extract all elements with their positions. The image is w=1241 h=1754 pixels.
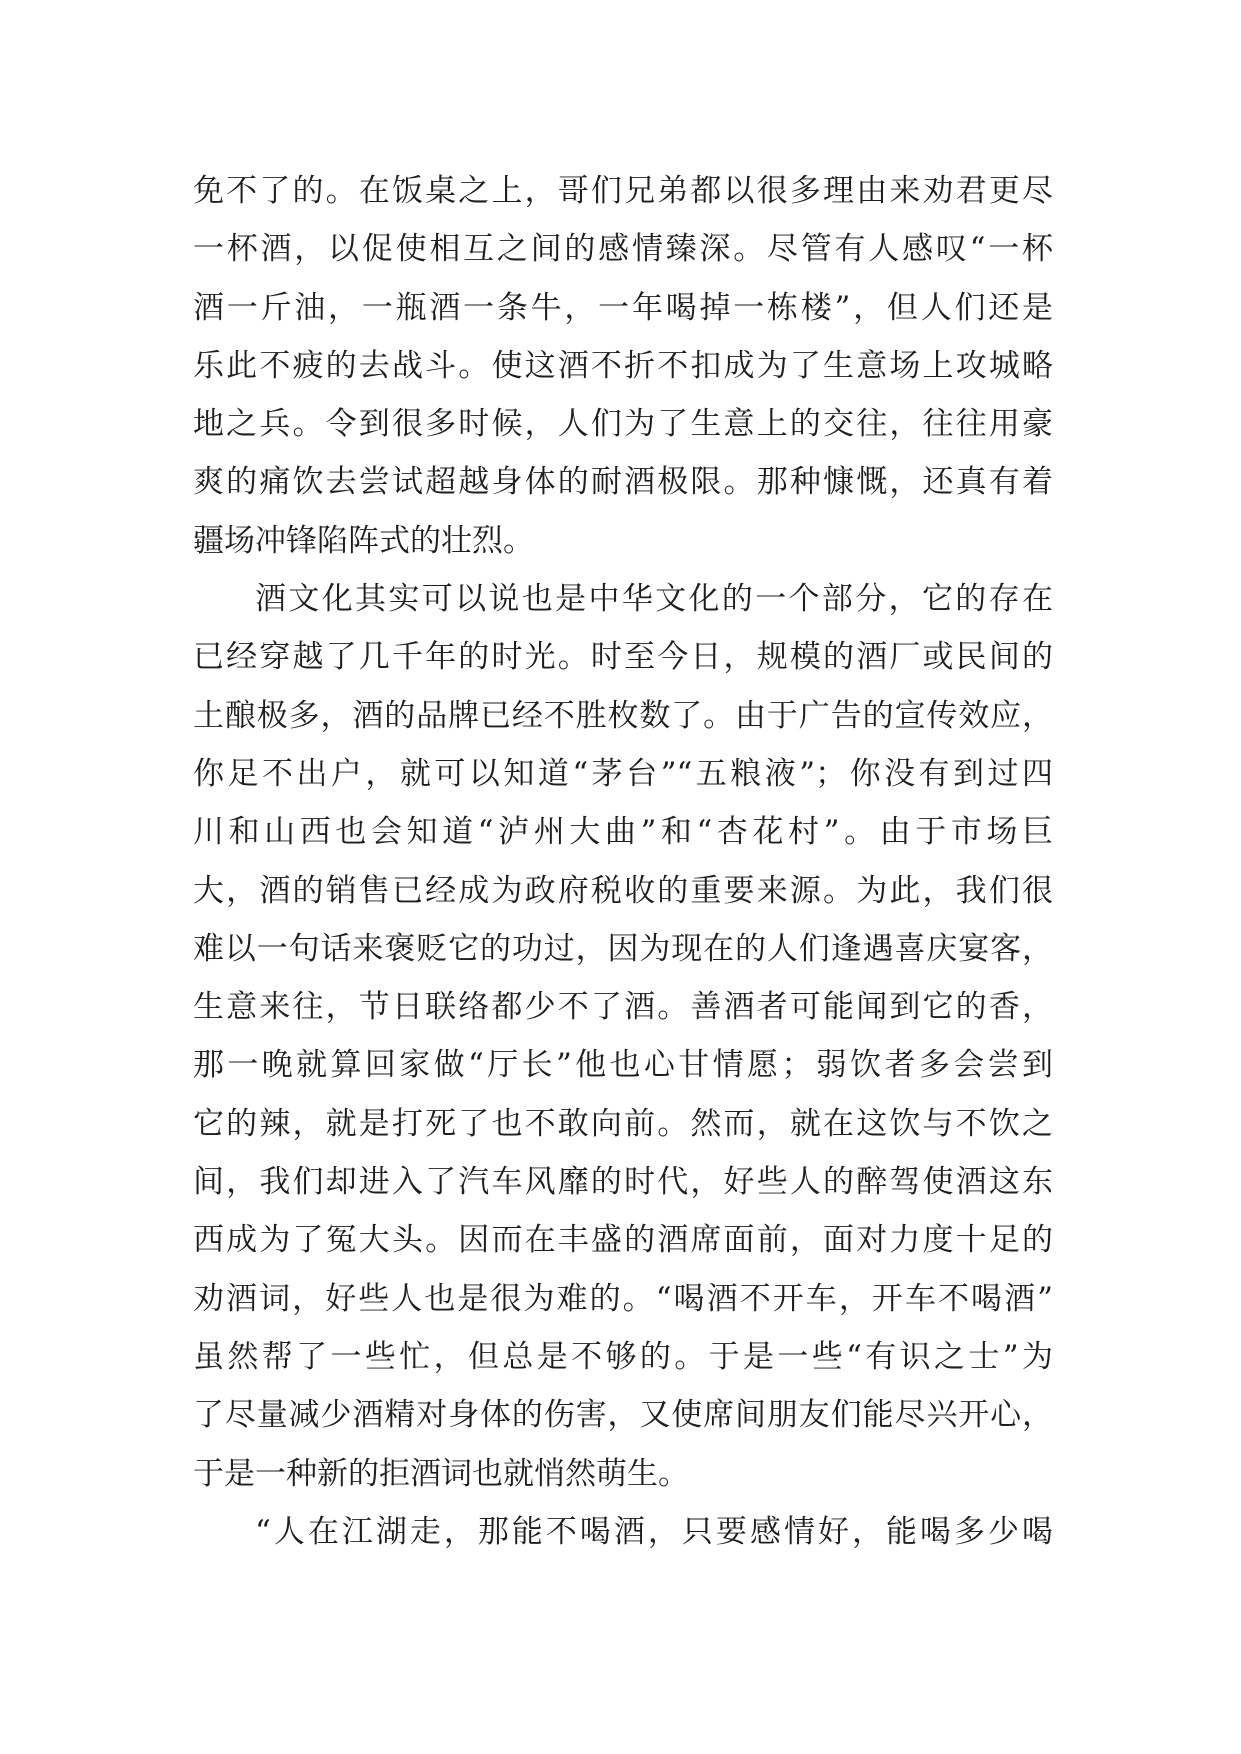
text-line: 那一晚就算回家做“厅长”他也心甘情愿；弱饮者多会尝到 — [193, 1047, 1053, 1084]
text-line: 疆场冲锋陷阵式的壮烈。 — [193, 522, 534, 559]
text-line: 于是一种新的拒酒词也就悄然萌生。 — [193, 1455, 689, 1492]
text-line: 它的辣，就是打死了也不敢向前。然而，就在这饮与不饮之 — [193, 1105, 1053, 1142]
text-line: 了尽量减少酒精对身体的伤害，又使席间朋友们能尽兴开心， — [193, 1397, 1053, 1434]
text-line: 川和山西也会知道“泸州大曲”和“杏花村”。由于市场巨 — [193, 814, 1053, 851]
text-line: 一杯酒，以促使相互之间的感情臻深。尽管有人感叹“一杯 — [193, 231, 1053, 268]
text-line: 酒文化其实可以说也是中华文化的一个部分，它的存在 — [255, 581, 1053, 618]
text-line: 虽然帮了一些忙，但总是不够的。于是一些“有识之士”为 — [193, 1338, 1053, 1375]
text-line: 西成为了冤大头。因而在丰盛的酒席面前，面对力度十足的 — [193, 1222, 1053, 1259]
text-line: 生意来往，节日联络都少不了酒。善酒者可能闻到它的香， — [193, 989, 1053, 1026]
text-line: 已经穿越了几千年的时光。时至今日，规模的酒厂或民间的 — [193, 639, 1053, 676]
text-line: 爽的痛饮去尝试超越身体的耐酒极限。那种慷慨，还真有着 — [193, 464, 1053, 501]
body-text — [193, 162, 1053, 1561]
text-line: 地之兵。令到很多时候，人们为了生意上的交往，往往用豪 — [193, 406, 1053, 443]
text-line: 土酿极多，酒的品牌已经不胜枚数了。由于广告的宣传效应， — [193, 697, 1053, 734]
text-line: 难以一句话来褒贬它的功过，因为现在的人们逢遇喜庆宴客， — [193, 930, 1053, 967]
text-line: 大，酒的销售已经成为政府税收的重要来源。为此，我们很 — [193, 872, 1053, 909]
text-line: 你足不出户，就可以知道“茅台”“五粮液”；你没有到过四 — [193, 755, 1053, 792]
text-line: “人在江湖走，那能不喝酒，只要感情好，能喝多少喝 — [255, 1513, 1053, 1550]
text-line: 免不了的。在饭桌之上，哥们兄弟都以很多理由来劝君更尽 — [193, 173, 1053, 209]
text-line: 劝酒词，好些人也是很为难的。“喝酒不开车，开车不喝酒” — [193, 1280, 1053, 1317]
text-line: 酒一斤油，一瓶酒一条牛，一年喝掉一栋楼”，但人们还是 — [193, 289, 1053, 326]
text-line: 间，我们却进入了汽车风靡的时代，好些人的醉驾使酒这东 — [193, 1164, 1053, 1201]
text-line: 乐此不疲的去战斗。使这酒不折不扣成为了生意场上攻城略 — [193, 347, 1053, 384]
